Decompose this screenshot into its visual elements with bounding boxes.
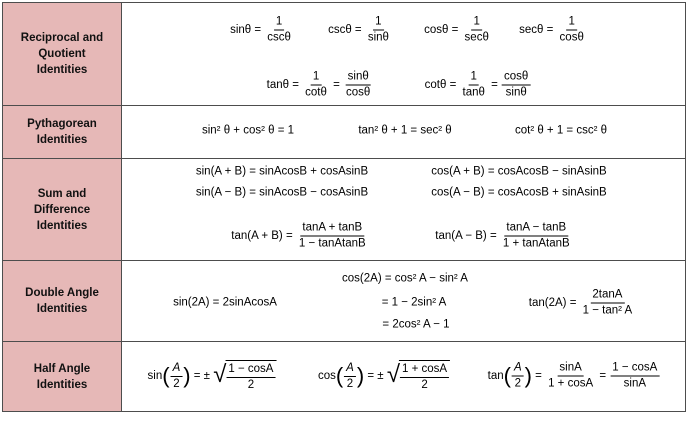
category-reciprocal-quotient — [3, 3, 122, 106]
formula-cos-double-3: = 2cos² A − 1 — [382, 318, 450, 331]
formula-cos-difference: cos(A − B) = cosAcosB + sinAsinB — [431, 186, 607, 199]
formula-csc-reciprocal: cscθ = $\frac{1}{\sin\theta}$ — [328, 15, 389, 44]
formula-tan-difference: tan(A − B) = $\frac{\tan A - \tan B}{\text{1 + tanAtanB}}$ — [435, 221, 570, 250]
formula-pythagorean-sin-cos: sin² θ + cos² θ = 1 — [201, 124, 295, 137]
formula-sec-reciprocal: secθ = $\frac{1}{\cos\theta}$ — [519, 15, 584, 44]
category-label-line: Double Angle — [25, 287, 99, 299]
category-label-line: Reciprocal and — [20, 32, 104, 44]
category-pythagorean — [3, 106, 122, 159]
row-sum-difference — [3, 159, 686, 261]
formulas-reciprocal-quotient — [122, 3, 686, 106]
formula-cos-double-2: = 1 − 2sin² A — [381, 296, 447, 309]
category-label-line: Pythagorean — [27, 118, 97, 130]
category-sum-difference — [3, 159, 122, 261]
category-label-line: Identities — [36, 64, 88, 76]
category-half-angle — [3, 342, 122, 412]
identities-table — [2, 2, 686, 412]
formulas-half-angle — [122, 342, 686, 412]
formula-tan-double: tan(2A) = $\frac{2\tan A}{\text{1 − tan² A}}$ — [528, 288, 633, 317]
row-reciprocal-quotient — [3, 3, 686, 106]
category-label-line: Identities — [36, 219, 88, 232]
formula-sin-reciprocal: sinθ = $\frac{1}{\csc\theta}$ — [230, 15, 291, 44]
category-label-line: Half Angle — [33, 362, 91, 375]
formula-pythagorean-tan-sec: tan² θ + 1 = sec² θ — [358, 124, 452, 137]
formula-cos-reciprocal: cosθ = $\frac{1}{\sec\theta}$ — [424, 15, 489, 44]
formula-sin-difference: sin(A − B) = sinAcosB − cosAsinB — [195, 186, 369, 199]
row-half-angle — [3, 342, 686, 412]
formula-cos-half: cos( $\frac{A}{2}$ ) = ± √ $\frac{1 + \cos A}{2}$ — [318, 360, 450, 392]
formula-cos-sum: cos(A + B) = cosAcosB − sinAsinB — [431, 165, 607, 178]
category-label-line: Difference — [33, 203, 91, 216]
formulas-sum-difference — [122, 159, 686, 261]
category-double-angle — [3, 261, 122, 342]
formula-pythagorean-cot-csc: cot² θ + 1 = csc² θ — [514, 124, 608, 137]
category-label-line: Sum and — [37, 187, 87, 200]
formula-sin-sum: sin(A + B) = sinAcosB + cosAsinB — [195, 165, 369, 178]
formula-tan-quotient: tanθ = $\frac{1}{\cot\theta}$ = $\frac{\sin\theta}{\cos\theta}$ — [266, 70, 371, 99]
category-label-line: Identities — [36, 134, 88, 146]
formula-cos-double-1: cos(2A) = cos² A − sin² A — [342, 272, 468, 285]
row-pythagorean — [3, 106, 686, 159]
category-label-line: Quotient — [38, 48, 86, 60]
formula-tan-sum: tan(A + B) = $\frac{\tan A + \tan B}{\text{1 − tanAtanB}}$ — [231, 221, 366, 250]
trig-identities-table — [2, 2, 687, 415]
formula-tan-half: tan( $\frac{A}{2}$ ) = $\frac{\sin A}{1 + \cos A}$ = $\frac{1 - \cos A}{\sin A}$ — [487, 361, 658, 390]
formula-sin-half: sin( $\frac{A}{2}$ ) = ± √ $\frac{1 - \cos A}{2}$ — [148, 360, 277, 392]
formula-cot-quotient: cotθ = $\frac{1}{\tan\theta}$ = $\frac{\cos\theta}{\sin\theta}$ — [424, 70, 529, 99]
formulas-pythagorean — [122, 106, 686, 159]
category-label-line: Identities — [36, 378, 88, 391]
row-double-angle — [3, 261, 686, 342]
formulas-double-angle — [122, 261, 686, 342]
category-label-line: Identities — [36, 303, 88, 315]
formula-sin-double: sin(2A) = 2sinAcosA — [173, 296, 277, 309]
